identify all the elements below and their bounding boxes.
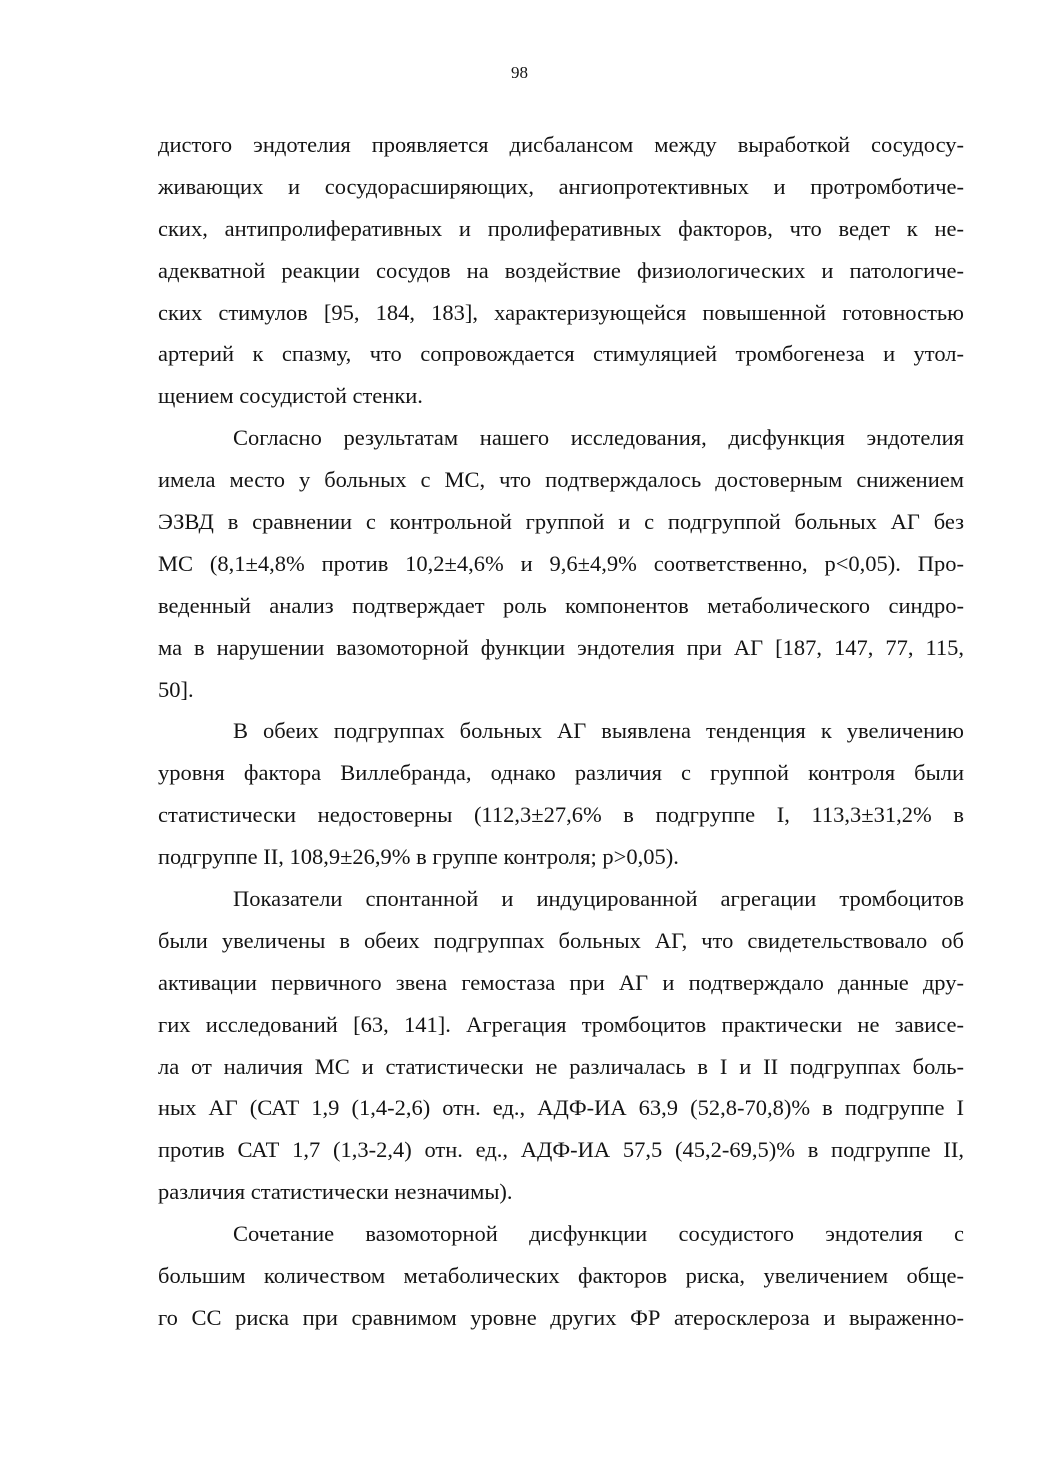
paragraph (158, 710, 964, 878)
text-line: против САТ 1,7 (1,3-2,4) отн. ед., АДФ-ИА 57,5 (45,2-69,5)% в подгруппе II, (158, 1137, 964, 1163)
text-line: большим количеством метаболических факторов риска, увеличением обще- (158, 1263, 964, 1289)
text-line: го СС риска при сравнимом уровне других ФР атеросклероза и выраженно- (158, 1304, 964, 1330)
paragraph (158, 417, 964, 710)
text-line: Согласно результатам нашего исследования, дисфункция эндотелия (233, 425, 964, 451)
text-line: артерий к спазму, что сопровождается стимуляцией тромбогенеза и утол- (158, 341, 964, 367)
paragraph (158, 878, 964, 1213)
text-line: живающих и сосудорасширяющих, ангиопротективных и протромботиче- (158, 173, 964, 199)
text-line: 50]. (158, 676, 194, 702)
text-line: ла от наличия МС и статистически не различалась в I и II подгруппах боль- (158, 1053, 964, 1079)
text-line: веденный анализ подтверждает роль компонентов метаболического синдро- (158, 592, 964, 618)
text-line: щением сосудистой стенки. (158, 383, 423, 409)
text-line: дистого эндотелия проявляется дисбалансом между выработкой сосудосу- (158, 132, 964, 157)
text-line: гих исследований [63, 141]. Агрегация тромбоцитов практически не зависе- (158, 1011, 964, 1037)
text-line: ских, антипролиферативных и пролиферативных факторов, что ведет к не- (158, 215, 964, 241)
text-line: Сочетание вазомоторной дисфункции сосудистого эндотелия с (233, 1221, 964, 1247)
text-line: ных АГ (САТ 1,9 (1,4-2,6) отн. ед., АДФ-ИА 63,9 (52,8-70,8)% в подгруппе I (158, 1095, 964, 1121)
paragraph (158, 124, 964, 417)
text-line: адекватной реакции сосудов на воздействие физиологических и патологиче- (158, 257, 964, 283)
text-line: были увеличены в обеих подгруппах больных АГ, что свидетельствовало об (158, 927, 964, 953)
text-line: ских стимулов [95, 184, 183], характеризующейся повышенной готовностью (158, 299, 964, 325)
text-line: В обеих подгруппах больных АГ выявлена тенденция к увеличению (233, 718, 964, 744)
text-line: ЭЗВД в сравнении с контрольной группой и с подгруппой больных АГ без (158, 509, 964, 535)
text-line: ма в нарушении вазомоторной функции эндотелия при АГ [187, 147, 77, 115, (158, 634, 964, 660)
paragraph (158, 1213, 964, 1339)
document-body (158, 124, 964, 1339)
text-line: подгруппе II, 108,9±26,9% в группе контроля; p>0,05). (158, 844, 679, 870)
text-line: активации первичного звена гемостаза при АГ и подтверждало данные дру- (158, 969, 964, 995)
text-line: статистически недостоверны (112,3±27,6% в подгруппе I, 113,3±31,2% в (158, 802, 964, 828)
text-line: МС (8,1±4,8% против 10,2±4,6% и 9,6±4,9% соответственно, p<0,05). Про- (158, 550, 964, 576)
text-line: уровня фактора Виллебранда, однако различия с группой контроля были (158, 760, 964, 786)
text-line: различия статистически незначимы). (158, 1179, 513, 1205)
page-number: 98 (511, 63, 528, 82)
text-line: имела место у больных с МС, что подтверждалось достоверным снижением (158, 467, 964, 493)
text-line: Показатели спонтанной и индуцированной агрегации тромбоцитов (233, 886, 964, 912)
